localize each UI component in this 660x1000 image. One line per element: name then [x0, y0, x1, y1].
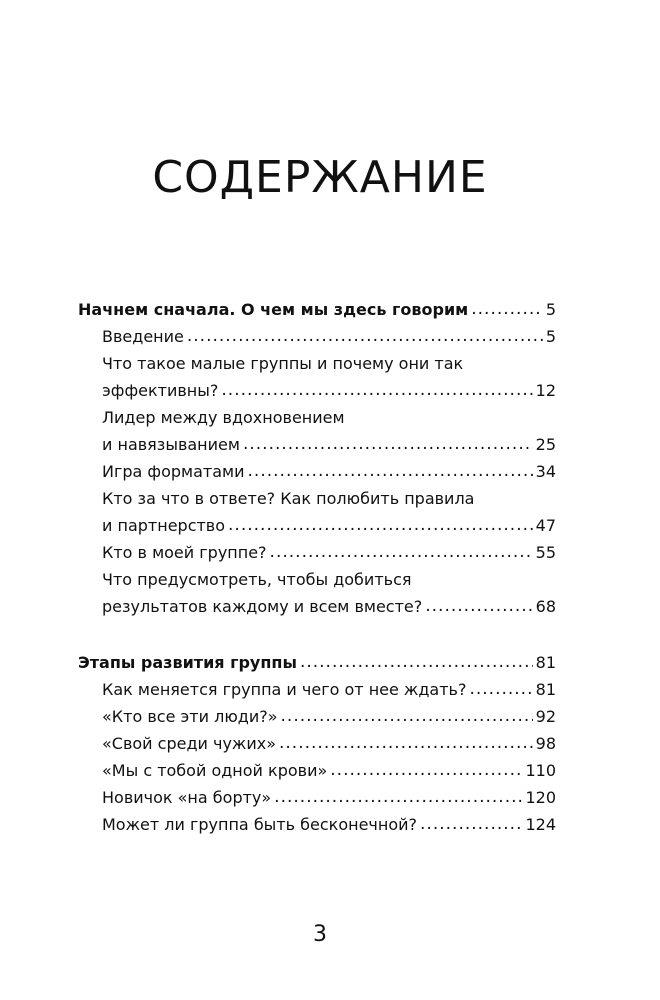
toc-page-number: 34 — [535, 462, 556, 481]
toc-entry-title: Как меняется группа и чего от нее ждать? — [102, 680, 467, 699]
toc-entry — [78, 323, 556, 350]
toc-page-number: 68 — [535, 597, 556, 616]
toc-entry-title-line: эффективны? — [102, 381, 219, 400]
toc-entry-title: Кто в моей группе? — [102, 543, 267, 562]
toc-entry-title: «Кто все эти люди?» — [102, 707, 278, 726]
dot-leader — [330, 756, 522, 784]
toc-entry — [78, 676, 556, 703]
toc-page-number: 47 — [535, 516, 556, 535]
toc-entry — [78, 566, 556, 620]
toc-page-number: 120 — [525, 788, 556, 807]
toc-entry — [78, 811, 556, 838]
toc-entry — [78, 350, 556, 404]
toc-entry-title-line: Что предусмотреть, чтобы добиться — [102, 570, 412, 589]
dot-leader — [274, 783, 522, 811]
toc-section-title: Начнем сначала. О чем мы здесь говорим — [78, 300, 469, 319]
toc-page-number: 5 — [545, 327, 556, 346]
dot-leader — [281, 702, 533, 730]
dot-leader — [469, 675, 532, 703]
page-title: СОДЕРЖАНИЕ — [152, 152, 488, 203]
toc-page-number: 5 — [545, 300, 556, 319]
toc-section-heading — [78, 649, 556, 676]
dot-leader — [270, 538, 533, 566]
toc-entry — [78, 404, 556, 458]
toc-page-number: 55 — [535, 543, 556, 562]
toc-page-number: 92 — [535, 707, 556, 726]
toc-page-number: 25 — [535, 435, 556, 454]
toc-section — [78, 296, 556, 620]
toc-page-number: 124 — [525, 815, 556, 834]
toc-entry-title: «Мы с тобой одной крови» — [102, 761, 328, 780]
toc-page-number: 12 — [535, 381, 556, 400]
dot-leader — [248, 457, 533, 485]
toc-entry-title-line: и партнерство — [102, 516, 226, 535]
dot-leader — [243, 430, 533, 458]
toc-section-title: Этапы развития группы — [78, 653, 297, 672]
toc-entry — [78, 703, 556, 730]
dot-leader — [279, 729, 533, 757]
toc-entry-title: Новичок «на борту» — [102, 788, 272, 807]
toc-page-number: 98 — [535, 734, 556, 753]
toc-entry-title-line: и навязыванием — [102, 435, 240, 454]
toc-entry — [78, 485, 556, 539]
toc-entry — [78, 757, 556, 784]
toc-entry-title: Игра форматами — [102, 462, 245, 481]
dot-leader — [471, 295, 543, 323]
dot-leader — [228, 511, 533, 539]
toc-entry-title: Введение — [102, 327, 184, 346]
toc-entry-title-line: Лидер между вдохновением — [102, 408, 345, 427]
dot-leader — [420, 810, 522, 838]
dot-leader — [187, 322, 543, 350]
page-number: 3 — [313, 922, 327, 947]
dot-leader — [221, 376, 532, 404]
toc-entry — [78, 784, 556, 811]
toc-entry-title-line: результатов каждому и всем вместе? — [102, 597, 423, 616]
toc-entry — [78, 458, 556, 485]
toc-page-number: 81 — [535, 653, 556, 672]
toc-entry-title-line: Кто за что в ответе? Как полюбить правила — [102, 489, 475, 508]
toc-page-number: 110 — [525, 761, 556, 780]
dot-leader — [425, 592, 532, 620]
toc-entry-title-line: Что такое малые группы и почему они так — [102, 354, 464, 373]
toc-entry-title: «Свой среди чужих» — [102, 734, 276, 753]
toc-entry — [78, 730, 556, 757]
toc-section-heading — [78, 296, 556, 323]
dot-leader — [300, 648, 533, 676]
toc-section — [78, 649, 556, 838]
toc-entry-title: Может ли группа быть бесконечной? — [102, 815, 418, 834]
toc-page-number: 81 — [535, 680, 556, 699]
toc-entry — [78, 539, 556, 566]
